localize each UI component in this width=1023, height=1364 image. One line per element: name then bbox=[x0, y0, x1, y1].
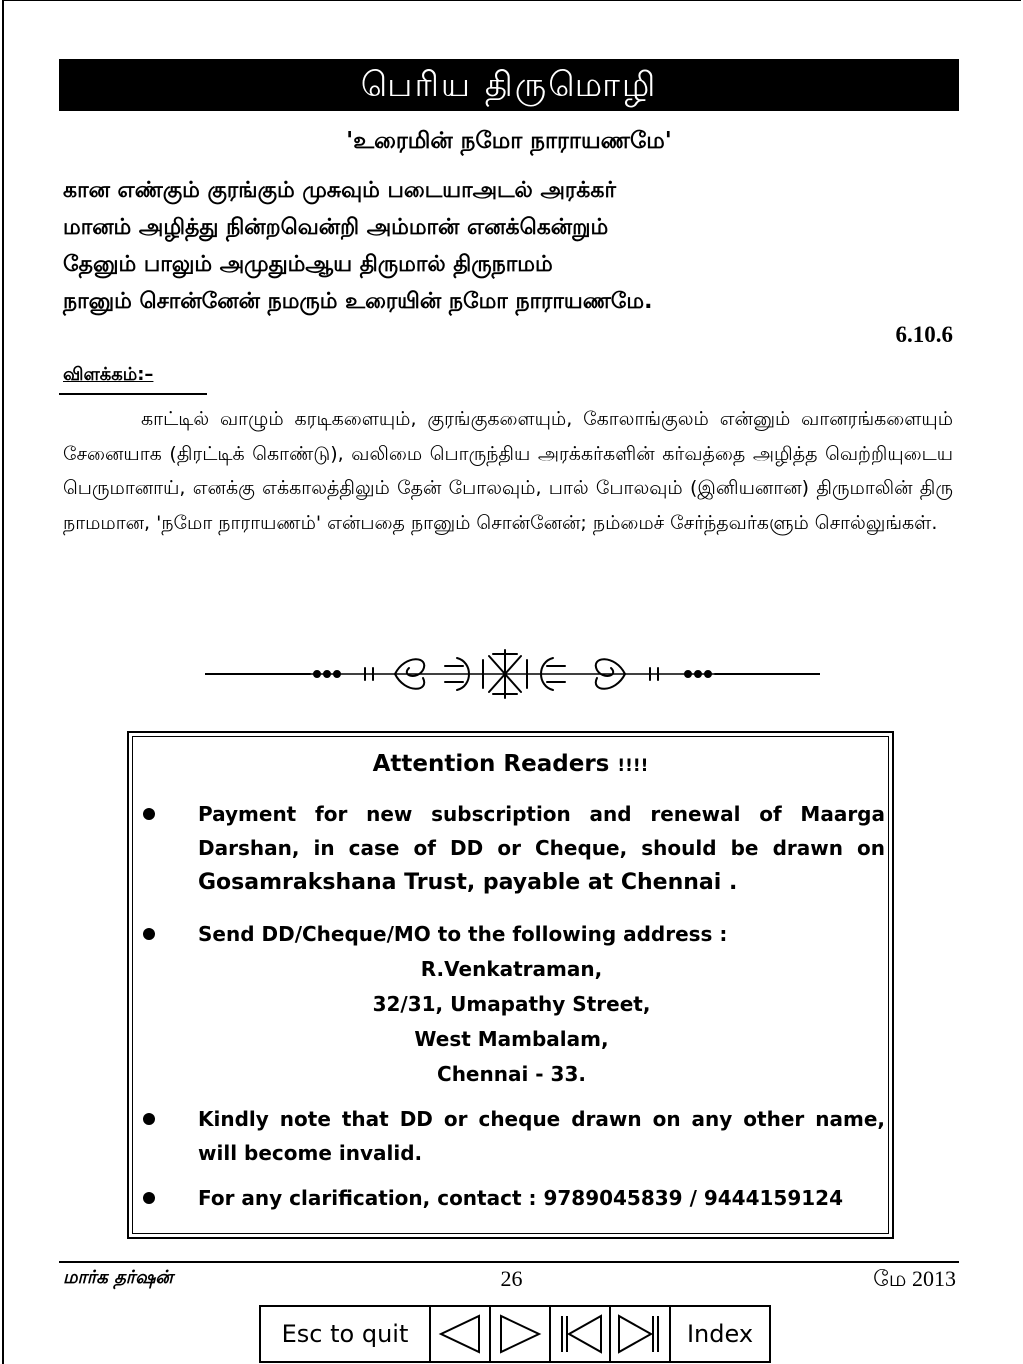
address-line: Chennai - 33. bbox=[437, 1062, 586, 1086]
verse-block bbox=[63, 172, 953, 320]
attention-notice-box bbox=[127, 731, 894, 1239]
address-line: R.Venkatraman, bbox=[420, 957, 603, 981]
notice-title-suffix: !!!! bbox=[617, 756, 649, 776]
page-title: பெரிய திருமொழி bbox=[59, 59, 959, 111]
previous-page-button[interactable] bbox=[429, 1305, 491, 1363]
heading-underline bbox=[59, 393, 207, 395]
ornament-divider-icon bbox=[205, 648, 820, 700]
magazine-name: மார்க தர்ஷன் bbox=[63, 1267, 173, 1288]
explanation-text: காட்டில் வாழும் கரடிகளையும், குரங்குகளையும், கோலாங்குலம் என்னும் வானரங்களையும் சேனையாக (திரட்டிக் கொண்டு), வலிமை பொருந்திய அரக்கர்களின் கர்வத்தை அழித்த வெற்றியுடைய பெருமானாய், எனக்கு எக்காலத்திலும் தேன் போலவும், பால் போலவும் (இனியனான) திருமாலின் திரு நாமமான, 'நமோ நாராயணம்' என்பதை நானும் சொன்னேன்; நம்மைச் சேர்ந்தவர்களும் சொல்லுங்கள். bbox=[63, 408, 953, 534]
verse-line: மானம் அழித்து நின்றவென்றி அம்மான் எனக்கென்றும் bbox=[63, 215, 609, 240]
notice-title bbox=[133, 751, 888, 777]
last-page-icon bbox=[617, 1312, 663, 1356]
address-line: West Mambalam, bbox=[414, 1027, 609, 1051]
first-page-icon bbox=[557, 1312, 603, 1356]
send-instruction: Send DD/Cheque/MO to the following address : bbox=[198, 922, 728, 946]
next-page-button[interactable] bbox=[489, 1305, 551, 1363]
previous-page-icon bbox=[437, 1312, 483, 1356]
notice-title-text: Attention Readers bbox=[372, 751, 610, 777]
payment-text: Payment for new subscription and renewal of Maarga Darshan, in case of DD or Cheque, should be drawn on bbox=[198, 802, 885, 860]
payee-text: Gosamrakshana Trust, payable at Chennai . bbox=[198, 870, 738, 895]
section-subtitle: 'உரைமின் நமோ நாராயணமே' bbox=[346, 128, 672, 154]
explanation-heading: விளக்கம்:– bbox=[63, 364, 154, 385]
bullet-icon bbox=[143, 808, 155, 820]
bullet-icon bbox=[143, 928, 155, 940]
bullet-icon bbox=[143, 1192, 155, 1204]
esc-quit-button[interactable]: Esc to quit bbox=[259, 1305, 431, 1363]
payment-instruction bbox=[198, 797, 885, 900]
next-page-icon bbox=[497, 1312, 543, 1356]
verse-reference: 6.10.6 bbox=[895, 322, 953, 347]
verse-line: கான எண்கும் குரங்கும் முசுவும் படையாஅடல் அரக்கர் bbox=[63, 178, 616, 203]
bullet-icon bbox=[143, 1113, 155, 1125]
invalid-warning: Kindly note that DD or cheque drawn on any other name, will become invalid. bbox=[198, 1107, 885, 1165]
page-number: 26 bbox=[500, 1266, 523, 1291]
attention-notice-inner bbox=[132, 736, 889, 1234]
issue-date: மே 2013 bbox=[873, 1266, 956, 1291]
first-page-button[interactable] bbox=[549, 1305, 611, 1363]
index-button[interactable]: Index bbox=[669, 1305, 771, 1363]
verse-line: நானும் சொன்னேன் நமரும் உரையின் நமோ நாராயணமே. bbox=[63, 289, 653, 314]
last-page-button[interactable] bbox=[609, 1305, 671, 1363]
footer-divider bbox=[59, 1261, 959, 1263]
address-line: 32/31, Umapathy Street, bbox=[372, 992, 651, 1016]
contact-info: For any clarification, contact : 9789045839 / 9444159124 bbox=[198, 1186, 843, 1210]
verse-line: தேனும் பாலும் அமுதும்ஆய திருமால் திருநாமம் bbox=[63, 252, 553, 277]
navigation-bar bbox=[259, 1305, 771, 1361]
